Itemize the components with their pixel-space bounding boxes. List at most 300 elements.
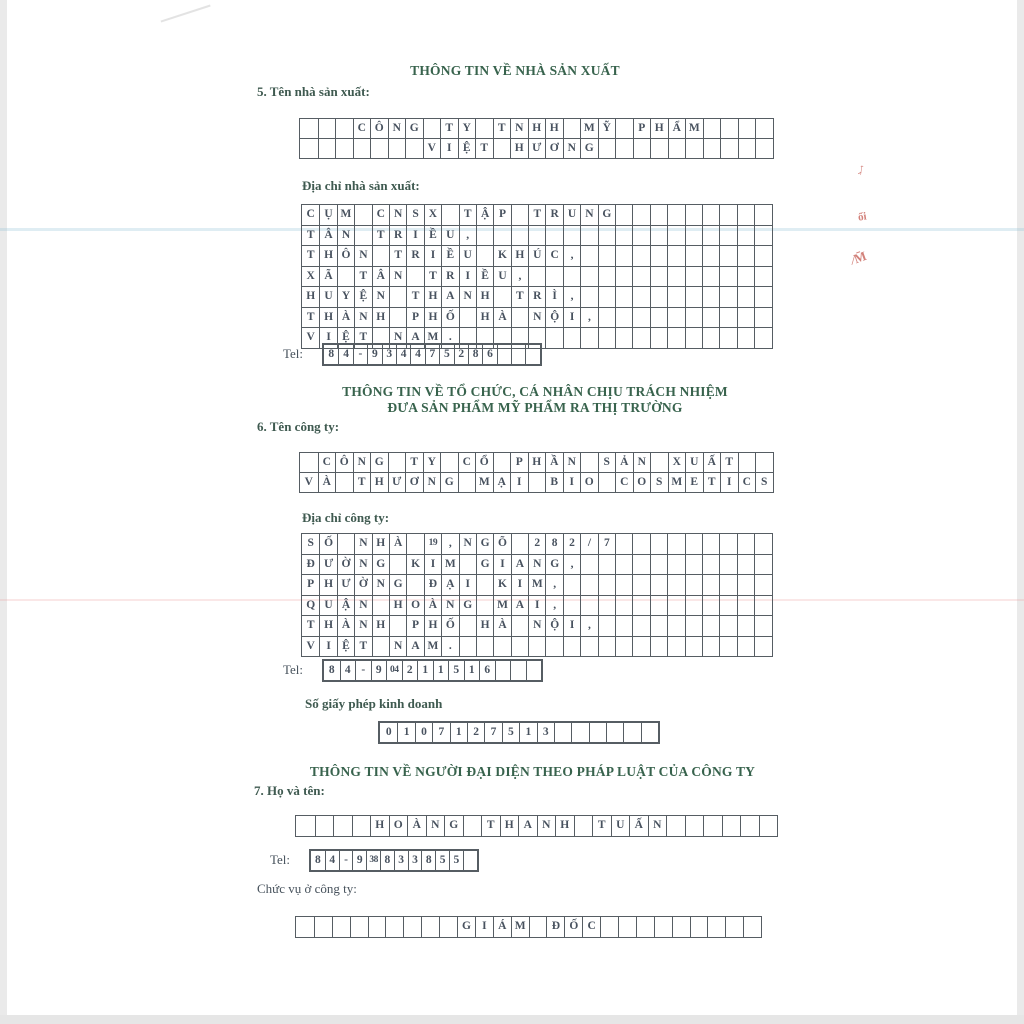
grid-cell-empty	[615, 637, 632, 657]
grid-cell-filled: I	[475, 917, 493, 937]
grid-cell-empty	[406, 534, 423, 554]
grid-cell-filled: T	[306, 619, 315, 631]
grid-cell-filled: N	[337, 226, 354, 246]
grid-cell-filled: I	[511, 575, 528, 595]
grid-cell-filled: N	[354, 534, 371, 554]
grid-cell-filled: 4	[340, 661, 356, 680]
grid-cell-empty	[459, 308, 476, 328]
grid-cell-empty	[563, 596, 580, 616]
grid-cell-empty	[333, 816, 352, 836]
grid-cell-empty	[353, 139, 371, 158]
grid-cell-filled: G	[372, 555, 389, 575]
grid-cell-empty	[615, 226, 632, 246]
grid-cell-filled: P	[307, 578, 315, 590]
license-number-grid	[378, 721, 660, 744]
grid-cell-filled: N	[528, 616, 545, 636]
grid-cell-empty	[545, 328, 562, 348]
grid-cell-empty	[318, 119, 336, 138]
grid-cell-empty	[632, 616, 649, 636]
grid-cell-empty	[476, 575, 493, 595]
grid-cell-filled: H	[424, 616, 441, 636]
grid-cell-empty	[667, 637, 684, 657]
grid-cell-filled: A	[441, 287, 458, 307]
grid-cell-empty	[720, 139, 738, 158]
grid-cell-filled: U	[319, 596, 336, 616]
grid-cell-filled: H	[476, 287, 493, 307]
grid-cell-filled: M	[528, 575, 545, 595]
grid-cell-filled: M	[424, 637, 441, 657]
grid-cell-empty	[511, 226, 528, 246]
grid-cell-empty	[667, 287, 684, 307]
grid-cell-filled: Ô	[335, 453, 353, 472]
grid-cell-filled: N	[372, 287, 389, 307]
grid-cell-filled: M	[337, 205, 354, 225]
grid-cell-filled: T	[720, 453, 738, 472]
grid-cell-empty	[685, 205, 702, 225]
grid-cell-filled: H	[370, 473, 388, 492]
grid-cell-empty	[754, 287, 771, 307]
grid-cell-empty	[623, 723, 640, 742]
grid-cell-empty	[618, 917, 636, 937]
grid-cell-filled: Ơ	[405, 473, 423, 492]
grid-cell-empty	[668, 139, 686, 158]
grid-cell-empty	[526, 661, 542, 680]
grid-cell-filled: A	[406, 328, 423, 348]
grid-cell-filled: P	[406, 308, 423, 328]
grid-cell-empty	[650, 139, 668, 158]
grid-cell-filled: H	[372, 308, 389, 328]
grid-cell-filled: U	[611, 816, 630, 836]
grid-cell-empty	[615, 616, 632, 636]
grid-cell-filled: I	[563, 616, 580, 636]
grid-cell-empty	[389, 287, 406, 307]
grid-cell-empty	[685, 226, 702, 246]
grid-cell-filled: Ố	[441, 308, 458, 328]
grid-cell-filled: H	[528, 119, 546, 138]
grid-cell-filled: 19	[424, 534, 441, 554]
grid-cell-filled: Y	[337, 287, 354, 307]
company-address-grid	[301, 533, 773, 657]
grid-cell-empty	[737, 575, 754, 595]
grid-cell-filled: N	[441, 596, 458, 616]
grid-cell-filled: R	[528, 287, 545, 307]
grid-cell-empty	[737, 308, 754, 328]
grid-cell-filled: N	[459, 534, 476, 554]
grid-cell-filled: A	[511, 555, 528, 575]
grid-cell-filled: 38	[366, 851, 380, 870]
grid-cell-empty	[738, 139, 756, 158]
stamp-fragment-1: ˗⁄ˋ	[854, 163, 869, 179]
grid-cell-empty	[598, 637, 615, 657]
grid-cell-filled: T	[703, 473, 721, 492]
grid-cell-empty	[743, 917, 761, 937]
grid-cell-empty	[737, 555, 754, 575]
grid-cell-empty	[685, 139, 703, 158]
grid-cell-empty	[650, 637, 667, 657]
grid-cell-empty	[563, 226, 580, 246]
grid-cell-empty	[511, 637, 528, 657]
grid-cell-empty	[702, 637, 719, 657]
grid-cell-filled: Ụ	[319, 205, 336, 225]
grid-cell-filled: C	[372, 205, 389, 225]
grid-cell-filled: Ô	[370, 119, 388, 138]
grid-cell-filled: Ư	[337, 575, 354, 595]
position-label: Chức vụ ở công ty:	[257, 881, 357, 896]
grid-cell-filled: I	[319, 328, 336, 348]
grid-cell-empty	[563, 119, 581, 138]
company-tel-label: Tel:	[283, 662, 304, 677]
grid-cell-empty	[754, 226, 771, 246]
grid-cell-filled: 8	[328, 663, 335, 676]
grid-cell-empty	[372, 637, 389, 657]
grid-cell-filled: ,	[563, 555, 580, 575]
grid-cell-filled: N	[528, 308, 545, 328]
grid-cell-empty	[476, 246, 493, 266]
grid-cell-filled: N	[372, 575, 389, 595]
grid-cell-empty	[598, 473, 616, 492]
grid-cell-filled: À	[318, 473, 336, 492]
grid-cell-empty	[702, 308, 719, 328]
grid-cell-filled: I	[424, 555, 441, 575]
grid-cell-filled: I	[563, 473, 581, 492]
grid-cell-filled: C	[458, 453, 476, 472]
stamp-fragment-2: ổi	[857, 210, 868, 224]
grid-cell-empty	[707, 917, 725, 937]
grid-cell-empty	[754, 596, 771, 616]
representative-tel-grid	[309, 849, 479, 872]
grid-cell-filled: N	[563, 139, 581, 158]
grid-cell-empty	[606, 723, 623, 742]
grid-cell-empty	[703, 816, 722, 836]
grid-cell-empty	[719, 555, 736, 575]
grid-cell-filled: U	[685, 453, 703, 472]
grid-cell-filled: 1	[450, 723, 467, 742]
grid-cell-empty	[493, 226, 510, 246]
grid-cell-filled: 7	[598, 534, 615, 554]
grid-cell-empty	[650, 534, 667, 554]
grid-cell-empty	[632, 637, 649, 657]
grid-cell-empty	[685, 816, 704, 836]
grid-cell-empty	[510, 661, 526, 680]
grid-cell-empty	[740, 816, 759, 836]
grid-cell-empty	[580, 226, 597, 246]
grid-cell-empty	[589, 723, 606, 742]
grid-cell-filled: G	[580, 139, 598, 158]
grid-cell-filled: 8	[468, 345, 482, 364]
grid-cell-filled: N	[563, 453, 581, 472]
grid-cell-empty	[337, 267, 354, 287]
grid-cell-empty	[406, 575, 423, 595]
grid-cell-filled: T	[481, 816, 500, 836]
grid-cell-filled: I	[493, 555, 510, 575]
grid-cell-empty	[754, 575, 771, 595]
grid-cell-empty	[702, 246, 719, 266]
grid-cell-filled: T	[354, 637, 371, 657]
grid-cell-filled: 8	[380, 851, 394, 870]
grid-cell-filled: T	[493, 119, 511, 138]
grid-cell-empty	[632, 226, 649, 246]
grid-cell-empty	[476, 596, 493, 616]
company-name-grid	[299, 452, 774, 493]
section2-heading-line1: THÔNG TIN VỀ TỔ CHỨC, CÁ NHÂN CHỊU TRÁCH NHIỆM	[342, 384, 728, 399]
grid-cell-filled: C	[582, 917, 600, 937]
grid-cell-empty	[580, 246, 597, 266]
grid-cell-filled: Ấ	[629, 816, 648, 836]
grid-cell-filled: Ệ	[337, 328, 354, 348]
grid-cell-empty	[685, 287, 702, 307]
grid-cell-filled: 2	[454, 345, 468, 364]
grid-cell-filled: Ạ	[493, 473, 511, 492]
grid-cell-empty	[725, 917, 743, 937]
grid-cell-filled: G	[476, 534, 493, 554]
grid-cell-filled: I	[563, 308, 580, 328]
grid-cell-empty	[528, 637, 545, 657]
grid-cell-filled: K	[493, 575, 510, 595]
grid-cell-empty	[754, 555, 771, 575]
grid-cell-empty	[719, 226, 736, 246]
grid-cell-empty	[719, 328, 736, 348]
grid-cell-empty	[702, 616, 719, 636]
grid-cell-filled: A	[518, 816, 537, 836]
grid-cell-empty	[632, 575, 649, 595]
grid-cell-filled: 2	[528, 534, 545, 554]
grid-cell-filled: K	[493, 246, 510, 266]
grid-cell-filled: Ề	[441, 246, 458, 266]
grid-cell-filled: T	[389, 246, 406, 266]
grid-cell-filled: Â	[319, 226, 336, 246]
grid-cell-empty	[598, 267, 615, 287]
grid-cell-empty	[754, 534, 771, 554]
grid-cell-empty	[685, 267, 702, 287]
grid-cell-filled: 9	[352, 851, 366, 870]
grid-cell-filled: S	[755, 473, 773, 492]
scan-edge-right	[1017, 0, 1024, 1024]
grid-cell-empty	[296, 816, 315, 836]
grid-cell-empty	[528, 473, 546, 492]
grid-cell-empty	[350, 917, 368, 937]
grid-cell-empty	[571, 723, 588, 742]
grid-cell-empty	[685, 575, 702, 595]
grid-cell-filled: Á	[493, 917, 511, 937]
grid-cell-empty	[666, 816, 685, 836]
grid-cell-empty	[528, 226, 545, 246]
grid-cell-empty	[667, 226, 684, 246]
grid-cell-empty	[615, 205, 632, 225]
grid-cell-filled: N	[510, 119, 528, 138]
grid-cell-filled: -	[353, 345, 367, 364]
grid-cell-empty	[650, 616, 667, 636]
grid-cell-filled: G	[459, 596, 476, 616]
grid-cell-empty	[545, 637, 562, 657]
grid-cell-filled: À	[493, 308, 510, 328]
grid-cell-filled: N	[354, 246, 371, 266]
grid-cell-filled: U	[459, 246, 476, 266]
grid-cell-filled: N	[353, 453, 371, 472]
grid-cell-empty	[667, 596, 684, 616]
grid-cell-filled: Ố	[441, 616, 458, 636]
grid-cell-filled: E	[685, 473, 703, 492]
grid-cell-filled: T	[475, 139, 493, 158]
grid-cell-empty	[754, 308, 771, 328]
grid-cell-filled: -	[339, 851, 353, 870]
grid-cell-filled: -	[355, 661, 371, 680]
grid-cell-filled: O	[633, 473, 651, 492]
company-tel-grid	[322, 659, 543, 682]
grid-cell-empty	[511, 345, 525, 364]
grid-cell-empty	[719, 246, 736, 266]
grid-cell-filled: T	[511, 287, 528, 307]
grid-cell-filled: X	[668, 453, 686, 472]
grid-cell-empty	[702, 267, 719, 287]
grid-cell-empty	[615, 534, 632, 554]
grid-cell-empty	[685, 308, 702, 328]
grid-cell-filled: H	[389, 596, 406, 616]
grid-cell-filled: 3	[382, 345, 396, 364]
grid-cell-filled: I	[510, 473, 528, 492]
grid-cell-filled: Ã	[319, 267, 336, 287]
grid-cell-empty	[598, 328, 615, 348]
grid-cell-empty	[615, 575, 632, 595]
grid-cell-empty	[580, 287, 597, 307]
grid-cell-filled: T	[306, 228, 315, 241]
grid-cell-filled: 3	[537, 723, 554, 742]
grid-cell-filled: 4	[410, 345, 424, 364]
grid-cell-filled: ,	[580, 308, 597, 328]
grid-cell-empty	[754, 205, 771, 225]
grid-cell-empty	[685, 555, 702, 575]
grid-cell-filled: Đ	[546, 917, 564, 937]
grid-cell-empty	[463, 816, 482, 836]
grid-cell-filled: Õ	[493, 534, 510, 554]
grid-cell-empty	[719, 596, 736, 616]
grid-cell-filled: R	[406, 246, 423, 266]
grid-cell-filled: X	[424, 205, 441, 225]
grid-cell-empty	[563, 637, 580, 657]
grid-cell-filled: Ệ	[337, 637, 354, 657]
grid-cell-empty	[615, 119, 633, 138]
grid-cell-filled: À	[493, 616, 510, 636]
scan-scratch-mark	[161, 5, 218, 44]
grid-cell-filled: 6	[482, 345, 496, 364]
grid-cell-filled: 0	[415, 723, 432, 742]
grid-cell-filled: Ậ	[337, 596, 354, 616]
grid-cell-empty	[598, 555, 615, 575]
grid-cell-empty	[563, 328, 580, 348]
grid-cell-empty	[702, 287, 719, 307]
grid-cell-filled: M	[424, 328, 441, 348]
grid-cell-empty	[737, 226, 754, 246]
grid-cell-filled: 8	[315, 853, 321, 866]
grid-cell-filled: Ì	[545, 287, 562, 307]
grid-cell-filled: Ạ	[441, 575, 458, 595]
grid-cell-empty	[702, 555, 719, 575]
grid-cell-filled: I	[459, 575, 476, 595]
grid-cell-filled: T	[353, 473, 371, 492]
grid-cell-empty	[615, 308, 632, 328]
grid-cell-empty	[719, 205, 736, 225]
grid-cell-empty	[615, 328, 632, 348]
grid-cell-empty	[667, 267, 684, 287]
grid-cell-filled: 4	[338, 345, 352, 364]
grid-cell-empty	[459, 555, 476, 575]
company-name-label: 6. Tên công ty:	[257, 419, 340, 434]
grid-cell-filled: Y	[423, 453, 441, 472]
grid-cell-filled: À	[337, 308, 354, 328]
grid-cell-empty	[759, 816, 778, 836]
grid-cell-filled: H	[476, 308, 493, 328]
grid-cell-empty	[354, 205, 371, 225]
grid-cell-filled: N	[580, 205, 597, 225]
grid-cell-filled: N	[389, 267, 406, 287]
grid-cell-empty	[511, 205, 528, 225]
grid-cell-empty	[632, 308, 649, 328]
grid-cell-empty	[702, 575, 719, 595]
grid-cell-filled: /	[580, 534, 597, 554]
grid-cell-empty	[720, 119, 738, 138]
grid-cell-filled: ,	[545, 575, 562, 595]
grid-cell-empty	[529, 917, 547, 937]
grid-cell-filled: S	[307, 537, 314, 549]
grid-cell-empty	[372, 596, 389, 616]
section3-heading: THÔNG TIN VỀ NGƯỜI ĐẠI DIỆN THEO PHÁP LUẬT CỦA CÔNG TY	[309, 764, 756, 779]
grid-cell-empty	[598, 616, 615, 636]
grid-cell-empty	[600, 917, 618, 937]
grid-cell-filled: P	[493, 205, 510, 225]
grid-cell-filled: Ờ	[354, 575, 371, 595]
grid-cell-empty	[667, 555, 684, 575]
grid-cell-empty	[685, 534, 702, 554]
grid-cell-filled: K	[406, 555, 423, 575]
manufacturer-name-grid	[299, 118, 774, 159]
section1-heading: THÔNG TIN VỀ NHÀ SẢN XUẤT	[410, 63, 620, 78]
grid-cell-empty	[598, 596, 615, 616]
grid-cell-empty	[702, 596, 719, 616]
grid-cell-empty	[737, 246, 754, 266]
grid-cell-empty	[372, 246, 389, 266]
grid-cell-filled: H	[372, 534, 389, 554]
grid-cell-filled: Ề	[476, 267, 493, 287]
grid-cell-empty	[632, 246, 649, 266]
grid-cell-filled: 2	[402, 661, 418, 680]
grid-cell-empty	[314, 917, 332, 937]
grid-cell-empty	[650, 308, 667, 328]
grid-cell-empty	[493, 139, 511, 158]
grid-cell-filled: H	[650, 119, 668, 138]
grid-cell-filled: Ổ	[475, 453, 493, 472]
grid-cell-empty	[685, 596, 702, 616]
grid-cell-filled: 9	[367, 345, 381, 364]
grid-cell-empty	[719, 287, 736, 307]
grid-cell-empty	[598, 308, 615, 328]
grid-cell-empty	[300, 453, 318, 472]
grid-cell-filled: À	[389, 534, 406, 554]
grid-cell-filled: T	[354, 267, 371, 287]
grid-cell-filled: G	[405, 119, 423, 138]
grid-cell-filled: N	[389, 637, 406, 657]
grid-cell-empty	[650, 226, 667, 246]
grid-cell-empty	[441, 205, 458, 225]
grid-cell-filled: G	[440, 473, 458, 492]
grid-cell-empty	[654, 917, 672, 937]
grid-cell-filled: G	[444, 816, 463, 836]
grid-cell-empty	[370, 139, 388, 158]
representative-name-label: 7. Họ và tên:	[254, 783, 325, 798]
grid-cell-empty	[738, 119, 756, 138]
grid-cell-filled: U	[563, 205, 580, 225]
grid-cell-empty	[615, 246, 632, 266]
grid-cell-empty	[667, 575, 684, 595]
grid-cell-empty	[667, 328, 684, 348]
